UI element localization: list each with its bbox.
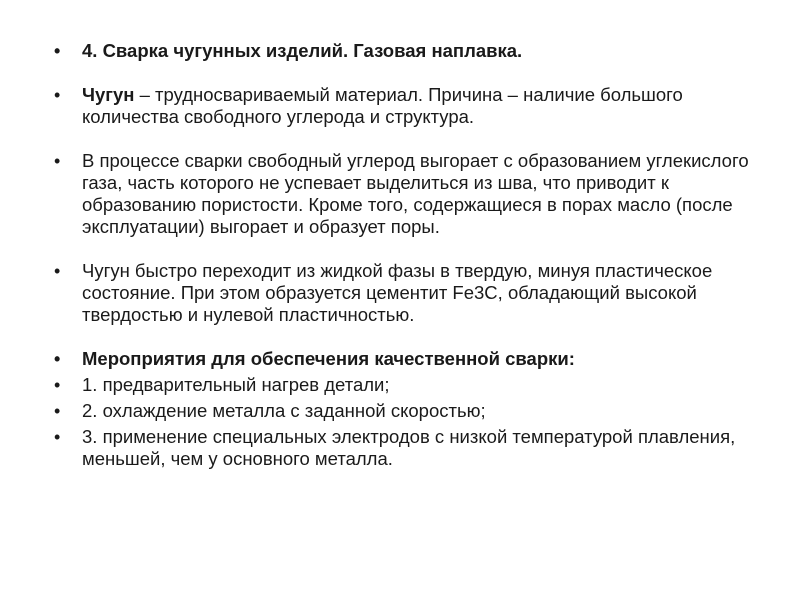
measure-2-text: 2. охлаждение металла с заданной скоростью;: [82, 400, 486, 421]
measures-heading: Мероприятия для обеспечения качественной сварки:: [82, 348, 575, 369]
measure-1-text: 1. предварительный нагрев детали;: [82, 374, 390, 395]
slide-title: 4. Сварка чугунных изделий. Газовая наплавка.: [82, 40, 523, 61]
porosity-text: В процессе сварки свободный углерод выгорает с образованием углекислого газа, часть которого не успевает выделиться из шва, что приводит к образованию пористости. Кроме того, содержащиеся в порах масло (после эксплуатации) выгорает и образует поры.: [82, 150, 749, 237]
cast-iron-term: Чугун: [82, 84, 135, 105]
cementite-text: Чугун быстро переходит из жидкой фазы в твердую, минуя пластическое состояние. При этом образуется цементит Fe3C, обладающий высокой твердостью и нулевой пластичностью.: [82, 260, 713, 325]
bullet: •: [54, 401, 61, 421]
cast-iron-intro-text: – трудносвариваемый материал. Причина – наличие большого количества свободного углерода и структура.: [82, 84, 683, 127]
slide-title-item: [48, 40, 760, 62]
measure-3-text: 3. применение специальных электродов с низкой температурой плавления, меньшей, чем у основного металла.: [82, 426, 736, 469]
measures-heading-item: [48, 348, 760, 370]
bullet: •: [54, 151, 61, 171]
paragraph-porosity: [48, 150, 760, 238]
bullet: •: [54, 375, 61, 395]
bullet: •: [54, 41, 61, 61]
bullet: •: [54, 261, 61, 281]
measure-item-2: [48, 400, 760, 422]
measure-item-1: [48, 374, 760, 396]
paragraph-cementite: [48, 260, 760, 326]
paragraph-cast-iron-intro: [48, 84, 760, 128]
bullet: •: [54, 85, 61, 105]
measure-item-3: [48, 426, 760, 470]
bullet: •: [54, 427, 61, 447]
bullet: •: [54, 349, 61, 369]
